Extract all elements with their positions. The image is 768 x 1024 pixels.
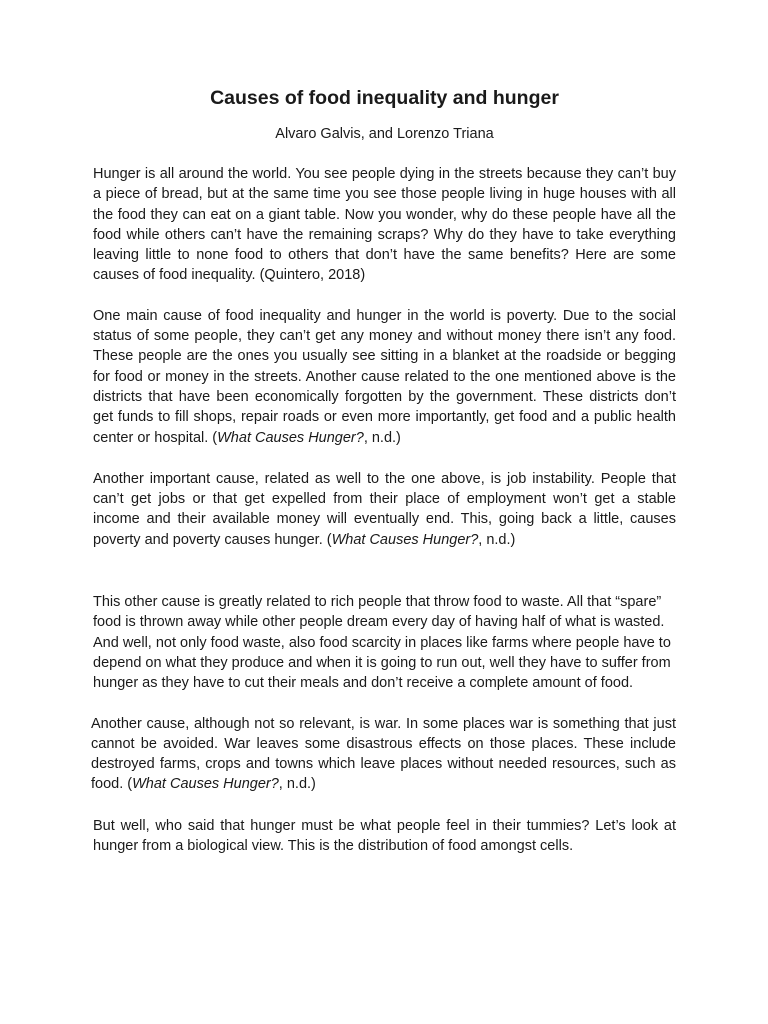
citation-title: What Causes Hunger? xyxy=(331,531,479,548)
citation-date: , n.d.) xyxy=(363,429,401,446)
paragraph-text: One main cause of food inequality and hunger in the world is poverty. Due to the social status of some people, they can’t get any money and without money there isn’t any food. These people are the ones you usually see sitting in a blanket at the roadside or begging for food or money in the streets. Another cause related to the one mentioned above is the districts that have been economically forgotten by the government. These districts don’t get funds to fill shops, repair roads or even more importantly, get food and a public health center or hospital. ( xyxy=(93,307,676,446)
paragraph-intro xyxy=(93,164,676,286)
citation-date: , n.d.) xyxy=(478,531,516,548)
document-authors: Alvaro Galvis, and Lorenzo Triana xyxy=(275,126,494,142)
paragraph-text: Hunger is all around the world. You see people dying in the streets because they can’t buy a piece of bread, but at the same time you see those people living in huge houses with all the food they can eat on a giant table. Now you wonder, why do these people have all the food while others can’t have the remaining scraps? Why do they have to take everything leaving little to none food to others that don’t have the same benefits? Here are some causes of food inequality. (Quintero, 2018) xyxy=(93,166,676,284)
citation-title: What Causes Hunger? xyxy=(217,429,364,446)
paragraph-food-waste xyxy=(93,592,676,693)
paragraph-text: But well, who said that hunger must be what people feel in their tummies? Let’s look at hunger from a biological view. This is the distribution of food amongst cells. xyxy=(93,817,676,855)
paragraph-poverty xyxy=(93,306,676,448)
document-title: Causes of food inequality and hunger xyxy=(210,87,559,109)
paragraph-text: Another cause, although not so relevant, is war. In some places war is something that just cannot be avoided. War leaves some disastrous effects on those places. These include destroyed farms, crops and towns which leave places without needed resources, such as food. ( xyxy=(91,715,676,793)
citation-title: What Causes Hunger? xyxy=(132,776,279,793)
paragraph-text: This other cause is greatly related to rich people that throw food to waste. All that “spare” food is thrown away while other people dream every day of having half of what is wasted. And well, not only food waste, also food scarcity in places like farms where people have to depend on what they produce and when it is going to run out, well they have to suffer from hunger as they have to cut their meals and don’t receive a complete amount of food. xyxy=(93,594,671,692)
paragraph-job-instability xyxy=(93,469,676,550)
paragraph-biological xyxy=(93,816,676,857)
paragraph-text: Another important cause, related as well to the one above, is job instability. People that can’t get jobs or that get expelled from their place of employment won’t get a stable income and their available money will eventually end. This, going back a little, causes poverty and poverty causes hunger. ( xyxy=(93,470,676,548)
citation-date: , n.d.) xyxy=(278,776,316,793)
paragraph-war xyxy=(91,714,676,795)
